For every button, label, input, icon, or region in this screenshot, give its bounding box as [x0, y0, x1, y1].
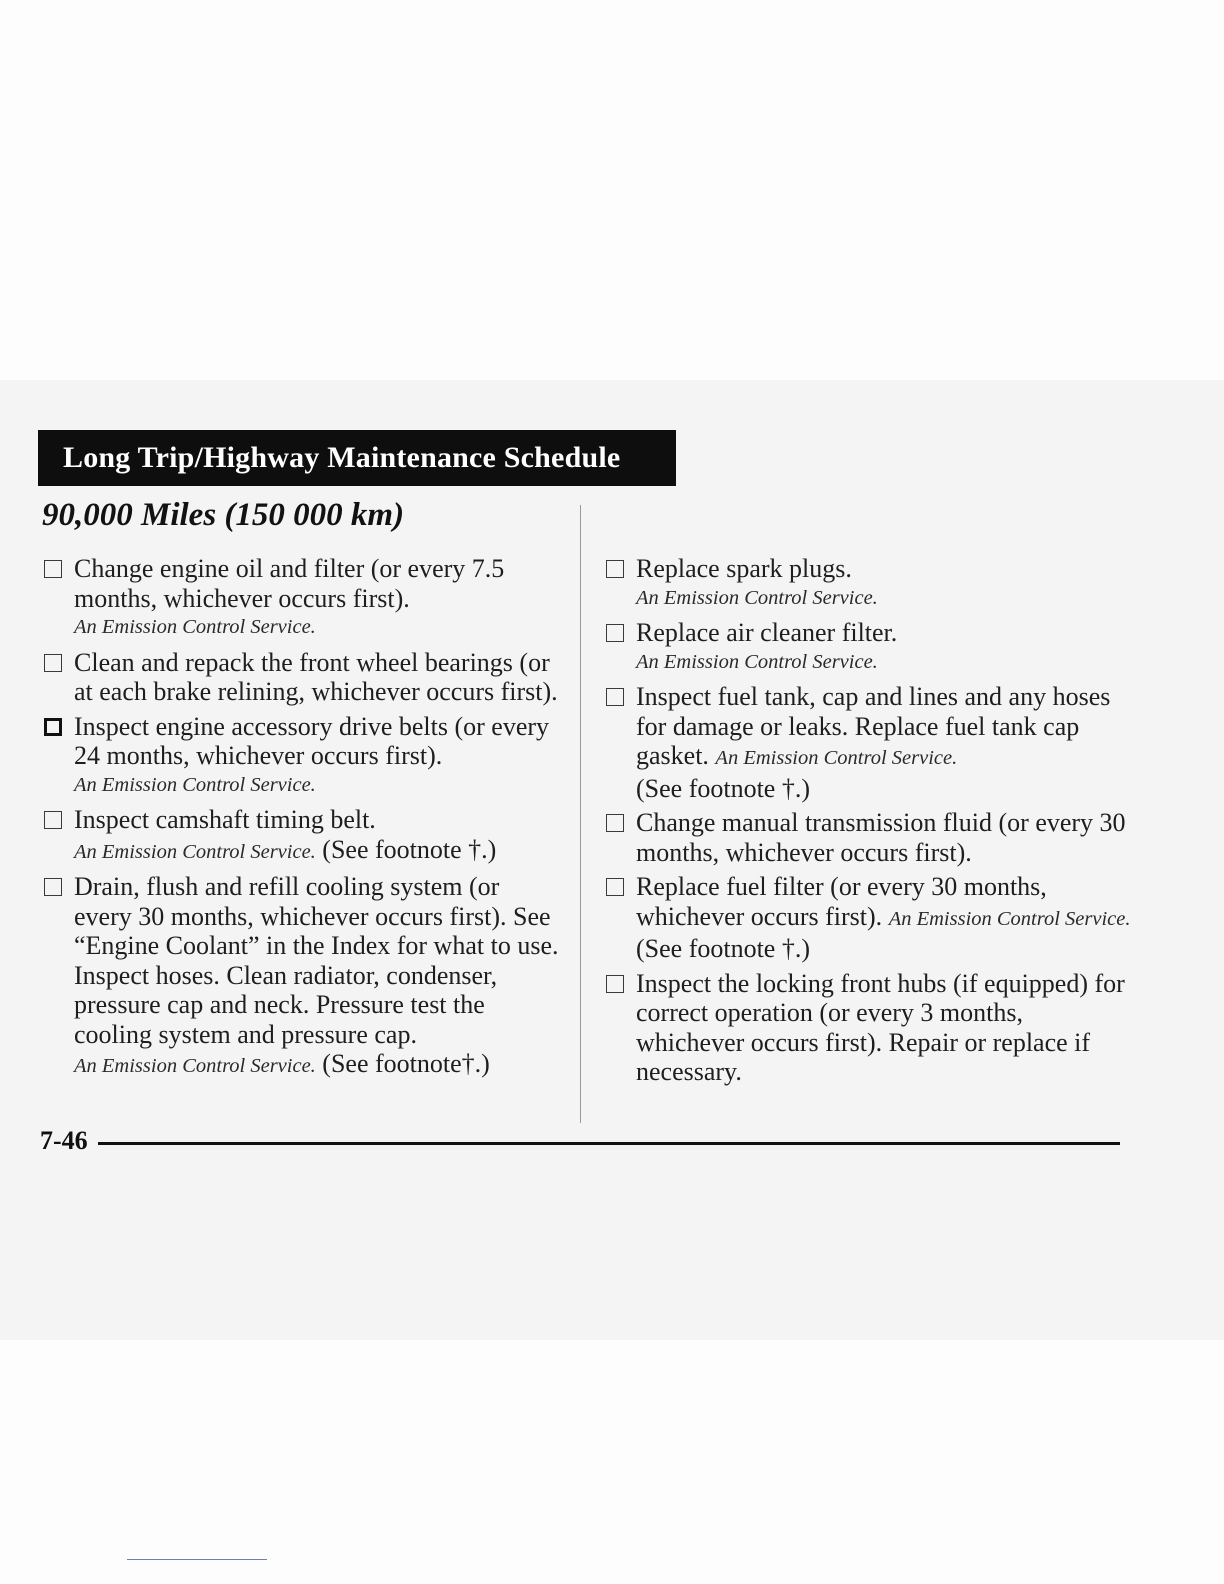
item-text: Clean and repack the front wheel bearings (or at each brake relining, whichever occurs first). — [74, 647, 558, 706]
emission-note: An Emission Control Service. — [74, 773, 316, 796]
emission-note: An Emission Control Service. — [636, 586, 878, 609]
page-number: 7-46 — [40, 1126, 88, 1155]
checkbox[interactable] — [44, 654, 62, 672]
checklist-item — [604, 682, 1134, 803]
bottom-link-rule — [127, 1559, 267, 1560]
checklist-item — [42, 712, 562, 801]
item-text: Drain, flush and refill cooling system (or every 30 months, whichever occurs first). See “Engine Coolant” in the Index for what to use. Inspect hoses. Clean radiator, condenser, pressure cap and neck. Pressure test the cooling system and pressure cap. — [74, 872, 559, 1049]
checklist-item — [604, 618, 1134, 677]
footer-rule — [98, 1142, 1120, 1145]
item-text: Replace fuel filter (or every 30 months, whichever occurs first). — [636, 872, 1047, 931]
checklist-item — [42, 872, 562, 1082]
item-text: Change manual transmission fluid (or every 30 months, whichever occurs first). — [636, 808, 1126, 867]
section-header — [38, 430, 676, 486]
checkbox[interactable] — [606, 814, 624, 832]
emission-note: An Emission Control Service. — [74, 840, 316, 863]
item-text: Inspect the locking front hubs (if equipped) for correct operation (or every 3 months, whichever occurs first). Repair or replace if necessary. — [636, 968, 1125, 1086]
item-text: Replace air cleaner filter. — [636, 618, 898, 647]
item-text: Inspect camshaft timing belt. — [74, 805, 376, 834]
checklist-item — [42, 648, 562, 707]
footnote-ref: (See footnote †.) — [322, 834, 497, 864]
checkbox[interactable] — [44, 718, 62, 736]
checkbox[interactable] — [606, 624, 624, 642]
checklist-item — [42, 554, 562, 643]
checkbox[interactable] — [606, 688, 624, 706]
checkbox[interactable] — [44, 811, 62, 829]
item-text: Inspect engine accessory drive belts (or every 24 months, whichever occurs first). — [74, 711, 550, 770]
checklist-item — [604, 969, 1134, 1087]
item-text: Inspect fuel tank, cap and lines and any hoses for damage or leaks. Replace fuel tank cap gasket. — [636, 682, 1111, 770]
section-header-title: Long Trip/Highway Maintenance Schedule — [63, 441, 621, 474]
emission-note: An Emission Control Service. — [636, 650, 878, 673]
footnote-ref: (See footnote †.) — [636, 934, 811, 963]
checklist-item — [604, 554, 1134, 613]
right-column — [604, 554, 1134, 1092]
mileage-heading: 90,000 Miles (150 000 km) — [42, 497, 405, 533]
emission-note: An Emission Control Service. — [715, 747, 958, 769]
checkbox[interactable] — [606, 560, 624, 578]
checklist-item — [604, 872, 1134, 964]
footnote-ref: (See footnote †.) — [636, 773, 811, 803]
checkbox[interactable] — [606, 878, 624, 896]
checkbox[interactable] — [44, 878, 62, 896]
checkbox[interactable] — [606, 975, 624, 993]
column-divider — [580, 505, 581, 1123]
footnote-ref: (See footnote†.) — [322, 1049, 490, 1078]
left-column — [42, 554, 562, 1087]
emission-note: An Emission Control Service. — [888, 907, 1131, 930]
checklist-item — [604, 808, 1134, 867]
checklist-item — [42, 805, 562, 867]
item-text: Change engine oil and filter (or every 7.5 months, whichever occurs first). — [74, 554, 505, 613]
item-text: Replace spark plugs. — [636, 554, 852, 583]
checkbox[interactable] — [44, 560, 62, 578]
emission-note: An Emission Control Service. — [74, 616, 316, 638]
emission-note: An Emission Control Service. — [74, 1055, 316, 1077]
